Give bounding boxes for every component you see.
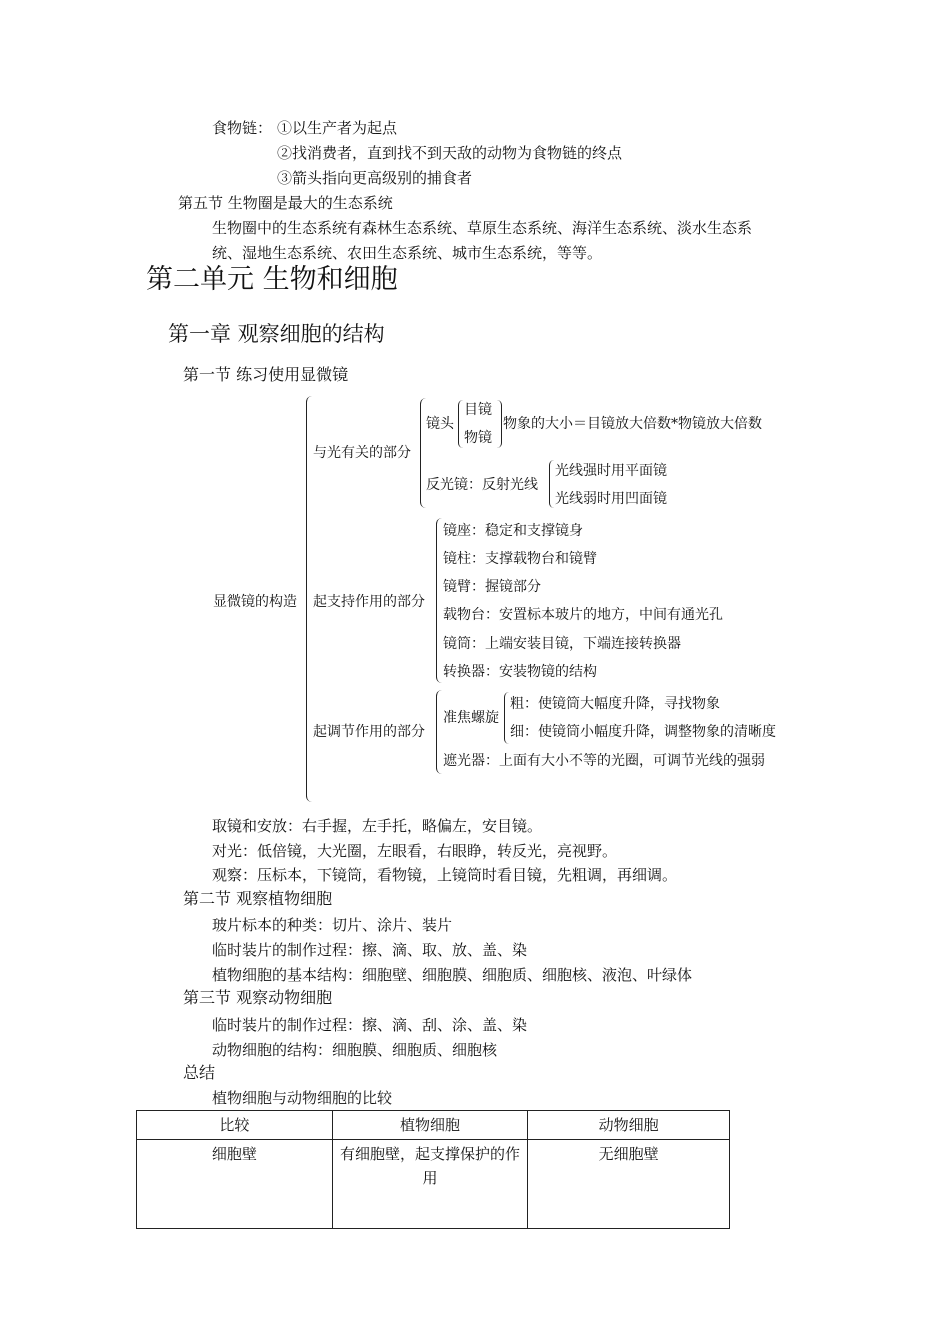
table-cell-feature: 细胞壁 bbox=[137, 1140, 333, 1229]
diaphragm-label: 遮光器：上面有大小不等的光圈，可调节光线的强弱 bbox=[443, 753, 765, 769]
adjust-brace bbox=[436, 690, 442, 774]
food-chain-label: 食物链： bbox=[212, 119, 273, 137]
table-header-compare: 比较 bbox=[137, 1111, 333, 1140]
table-cell-animal: 无细胞壁 bbox=[528, 1140, 730, 1229]
support-item-1: 镜座：稳定和支撑镜身 bbox=[443, 523, 583, 539]
lens-close-brace bbox=[497, 400, 502, 448]
food-chain-rule-1: ①以生产者为起点 bbox=[277, 119, 398, 137]
food-chain-rule-2: ②找消费者，直到找不到天敌的动物为食物链的终点 bbox=[277, 144, 623, 162]
support-item-4: 载物台：安置标本玻片的地方，中间有通光孔 bbox=[443, 607, 723, 623]
magnification-formula: 物象的大小＝目镜放大倍数*物镜放大倍数 bbox=[503, 416, 762, 432]
usage-line-1: 取镜和安放：右手握，左手托，略偏左，安目镜。 bbox=[212, 817, 543, 835]
mirror-concave-label: 光线弱时用凹面镜 bbox=[555, 491, 667, 507]
table-cell-plant: 有细胞壁，起支撑保护的作用 bbox=[332, 1140, 528, 1229]
section5-body-line1: 生物圈中的生态系统有森林生态系统、草原生态系统、海洋生态系统、淡水生态系 bbox=[212, 219, 753, 237]
comparison-table bbox=[136, 1110, 730, 1229]
chapter-title: 第一章 观察细胞的结构 bbox=[168, 322, 385, 346]
objective-label: 物镜 bbox=[464, 430, 492, 446]
table-header-row bbox=[137, 1111, 730, 1140]
table-row bbox=[137, 1140, 730, 1229]
usage-line-3: 观察：压标本，下镜筒，看物镜，上镜筒时看目镜，先粗调，再细调。 bbox=[212, 866, 678, 884]
support-item-5: 镜筒：上端安装目镜，下端连接转换器 bbox=[443, 636, 681, 652]
lens-label: 镜头 bbox=[426, 416, 454, 432]
microscope-root-label: 显微镜的构造 bbox=[213, 594, 297, 610]
section1-title: 第一节 练习使用显微镜 bbox=[183, 365, 349, 384]
lens-brace bbox=[458, 400, 463, 448]
food-chain-rule-3: ③箭头指向更高级别的捕食者 bbox=[277, 169, 473, 187]
section2-line-1: 玻片标本的种类：切片、涂片、装片 bbox=[212, 916, 453, 934]
adjust-part-label: 起调节作用的部分 bbox=[313, 724, 425, 740]
unit-title: 第二单元 生物和细胞 bbox=[146, 264, 398, 295]
support-item-3: 镜臂：握镜部分 bbox=[443, 579, 541, 595]
support-item-2: 镜柱：支撑载物台和镜臂 bbox=[443, 551, 597, 567]
eyepiece-label: 目镜 bbox=[464, 402, 492, 418]
section2-title: 第二节 观察植物细胞 bbox=[183, 889, 333, 908]
mirror-brace bbox=[549, 460, 554, 508]
support-part-label: 起支持作用的部分 bbox=[313, 594, 425, 610]
usage-line-2: 对光：低倍镜，大光圈，左眼看，右眼睁，转反光，亮视野。 bbox=[212, 842, 618, 860]
section3-title: 第三节 观察动物细胞 bbox=[183, 988, 333, 1007]
support-brace bbox=[436, 518, 442, 683]
root-brace bbox=[306, 396, 313, 802]
mirror-label: 反光镜：反射光线 bbox=[426, 477, 538, 493]
focus-knob-label: 准焦螺旋 bbox=[443, 710, 499, 726]
table-header-plant: 植物细胞 bbox=[332, 1111, 528, 1140]
table-caption: 植物细胞与动物细胞的比较 bbox=[212, 1089, 393, 1107]
summary-title: 总结 bbox=[183, 1063, 216, 1082]
optical-part-label: 与光有关的部分 bbox=[313, 445, 411, 461]
mirror-flat-label: 光线强时用平面镜 bbox=[555, 463, 667, 479]
section2-line-3: 植物细胞的基本结构：细胞壁、细胞膜、细胞质、细胞核、液泡、叶绿体 bbox=[212, 966, 693, 984]
focus-brace bbox=[504, 692, 509, 744]
section5-title: 第五节 生物圈是最大的生态系统 bbox=[178, 194, 393, 212]
support-item-6: 转换器：安装物镜的结构 bbox=[443, 664, 597, 680]
section5-body-line2: 统、湿地生态系统、农田生态系统、城市生态系统，等等。 bbox=[212, 244, 603, 262]
section3-line-1: 临时装片的制作过程：擦、滴、刮、涂、盖、染 bbox=[212, 1016, 528, 1034]
section3-line-2: 动物细胞的结构：细胞膜、细胞质、细胞核 bbox=[212, 1041, 498, 1059]
fine-focus-label: 细：使镜筒小幅度升降，调整物象的清晰度 bbox=[510, 724, 776, 740]
table-header-animal: 动物细胞 bbox=[528, 1111, 730, 1140]
section2-line-2: 临时装片的制作过程：擦、滴、取、放、盖、染 bbox=[212, 941, 528, 959]
coarse-focus-label: 粗：使镜筒大幅度升降，寻找物象 bbox=[510, 696, 720, 712]
